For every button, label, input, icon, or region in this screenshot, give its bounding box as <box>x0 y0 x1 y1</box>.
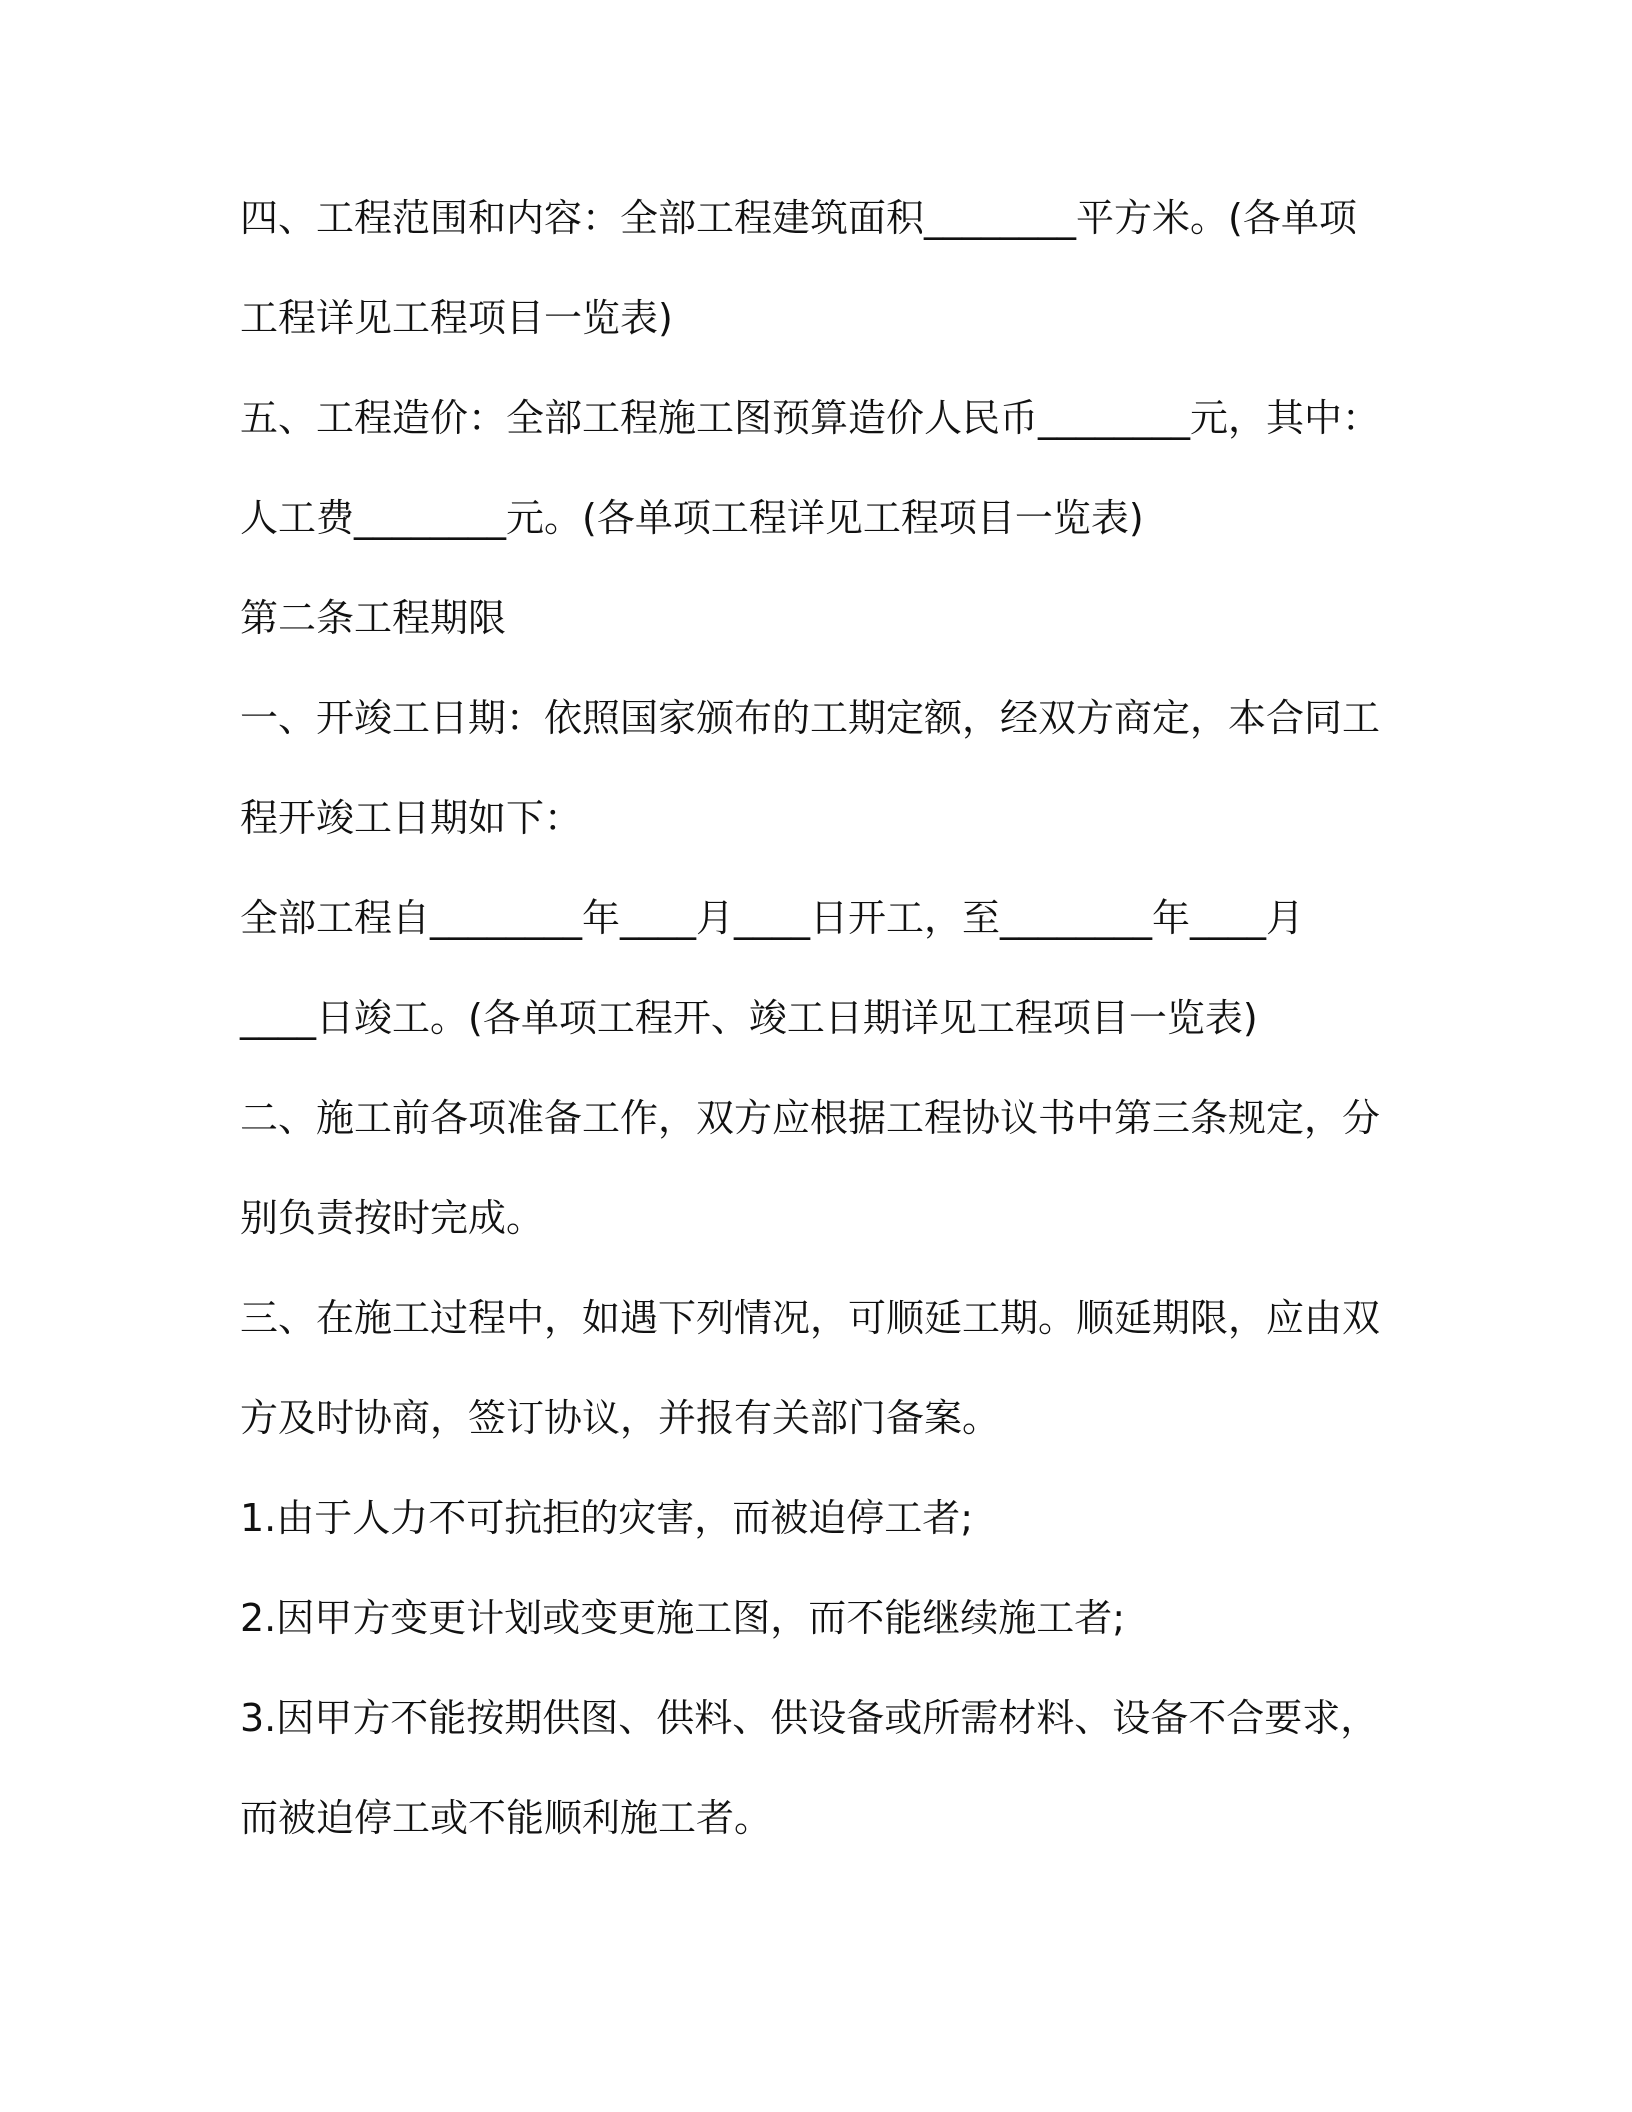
period-1-dates-line-3: 全部工程自________年____月____日开工，至________年____月 <box>240 896 1305 940</box>
list-item-2: 2.因甲方变更计划或变更施工图，而不能继续施工者; <box>240 1596 1126 1640</box>
list-item-3-line-1: 3.因甲方不能按期供图、供料、供设备或所需材料、设备不合要求， <box>240 1696 1379 1740</box>
period-3-extension-line-2: 方及时协商，签订协议，并报有关部门备案。 <box>240 1396 1001 1440</box>
period-2-prep-line-2: 别负责按时完成。 <box>240 1196 545 1240</box>
period-2-prep-line-1: 二、施工前各项准备工作，双方应根据工程协议书中第三条规定，分 <box>240 1096 1381 1140</box>
period-3-extension-line-1: 三、在施工过程中，如遇下列情况，可顺延工期。顺延期限，应由双 <box>240 1296 1381 1340</box>
period-1-dates-line-4: ____日竣工。(各单项工程开、竣工日期详见工程项目一览表) <box>240 996 1258 1040</box>
article-2-heading: 第二条工程期限 <box>240 596 507 640</box>
clause-5-cost-line-2: 人工费________元。(各单项工程详见工程项目一览表) <box>240 496 1144 540</box>
period-1-dates-line-2: 程开竣工日期如下： <box>240 796 583 840</box>
clause-4-scope-line-1: 四、工程范围和内容：全部工程建筑面积________平方米。(各单项 <box>240 196 1357 240</box>
clause-5-cost-line-1: 五、工程造价：全部工程施工图预算造价人民币________元，其中： <box>240 396 1381 440</box>
list-item-1: 1.由于人力不可抗拒的灾害，而被迫停工者; <box>240 1496 974 1540</box>
period-1-dates-line-1: 一、开竣工日期：依照国家颁布的工期定额，经双方商定，本合同工 <box>240 696 1381 740</box>
list-item-3-line-2: 而被迫停工或不能顺利施工者。 <box>240 1796 773 1840</box>
clause-4-scope-line-2: 工程详见工程项目一览表) <box>240 296 673 340</box>
